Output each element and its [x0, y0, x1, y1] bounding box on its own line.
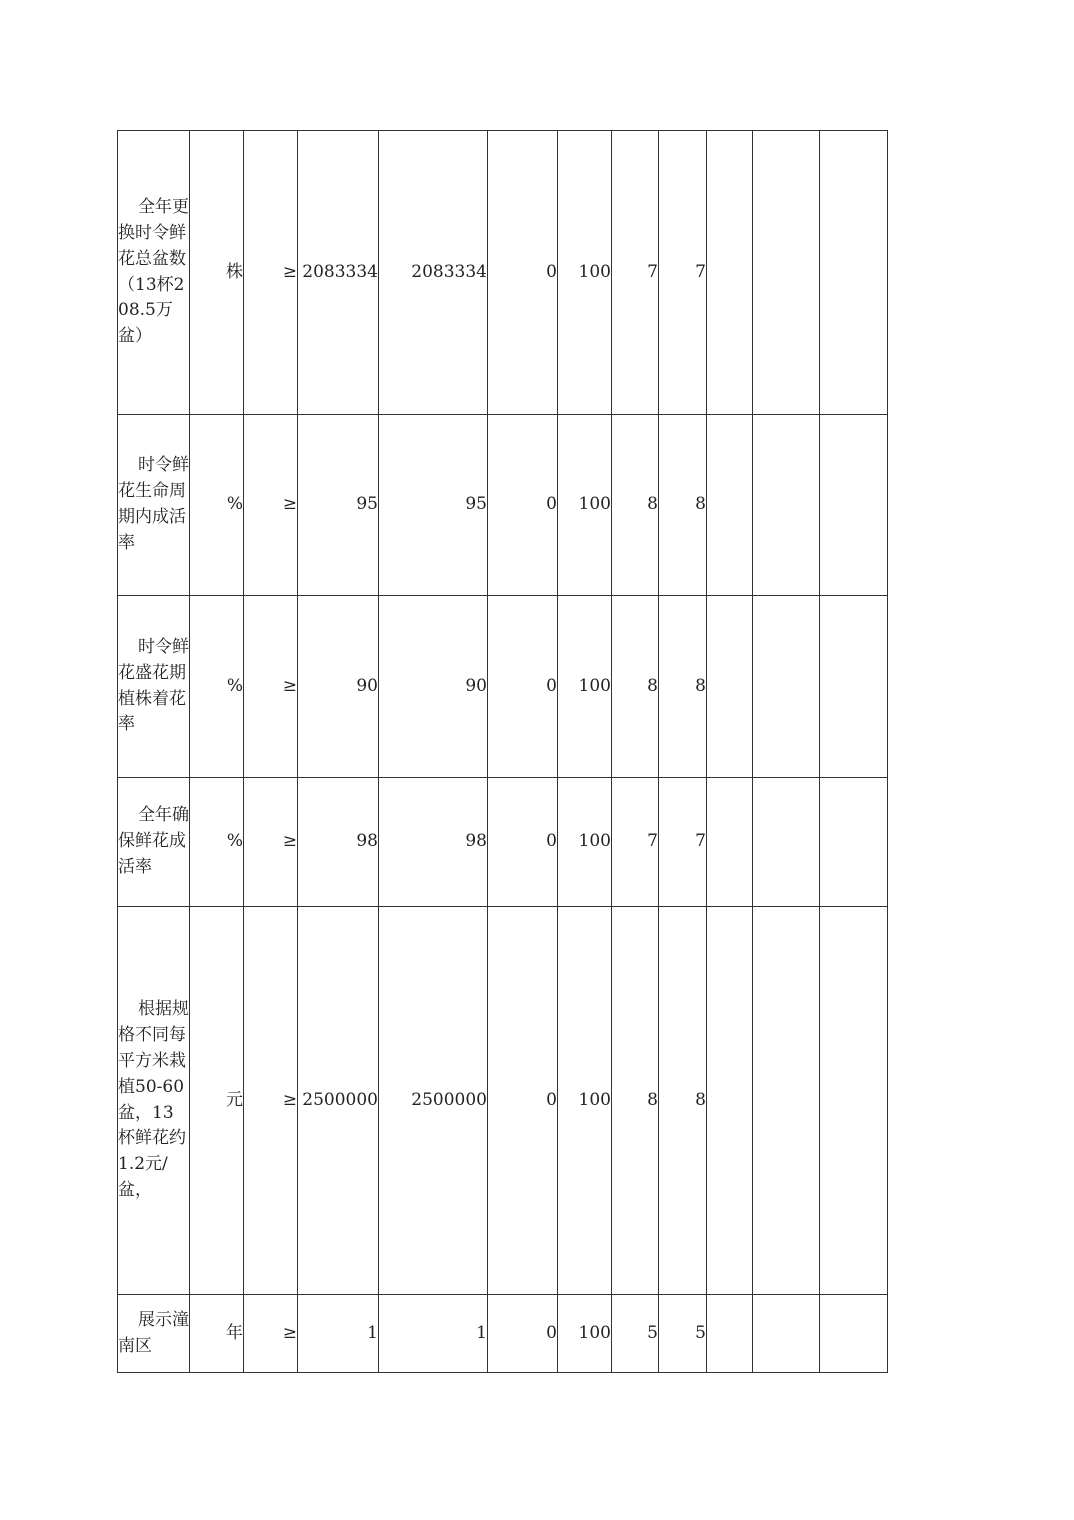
target-value-cell: 98 — [298, 778, 379, 907]
weight-cell: 8 — [612, 415, 659, 596]
weight-cell: 5 — [612, 1295, 659, 1373]
empty-cell — [820, 907, 888, 1295]
empty-cell — [707, 131, 753, 415]
unit-cell: % — [190, 596, 244, 778]
empty-cell — [753, 596, 820, 778]
table-row — [118, 907, 888, 1295]
deviation-cell: 0 — [488, 596, 558, 778]
actual-value-cell: 2083334 — [379, 131, 488, 415]
completion-rate-cell: 100 — [558, 596, 612, 778]
indicator-cell: 全年确保鲜花成活率 — [118, 778, 190, 907]
empty-cell — [820, 131, 888, 415]
indicator-cell: 全年更换时令鲜花总盆数（13杯208.5万盆） — [118, 131, 190, 415]
indicator-cell: 时令鲜花盛花期植株着花率 — [118, 596, 190, 778]
target-value-cell: 95 — [298, 415, 379, 596]
empty-cell — [707, 596, 753, 778]
deviation-cell: 0 — [488, 131, 558, 415]
completion-rate-cell: 100 — [558, 415, 612, 596]
score-cell: 7 — [659, 131, 707, 415]
target-value-cell: 1 — [298, 1295, 379, 1373]
operator-cell: ≥ — [244, 907, 298, 1295]
operator-cell: ≥ — [244, 415, 298, 596]
empty-cell — [820, 778, 888, 907]
empty-cell — [707, 1295, 753, 1373]
table-row — [118, 778, 888, 907]
unit-cell: 株 — [190, 131, 244, 415]
actual-value-cell: 2500000 — [379, 907, 488, 1295]
performance-indicator-table — [117, 130, 888, 1373]
empty-cell — [820, 596, 888, 778]
indicator-cell: 根据规格不同每平方米栽植50-60盆，13杯鲜花约1.2元/盆， — [118, 907, 190, 1295]
score-cell: 8 — [659, 415, 707, 596]
score-cell: 8 — [659, 907, 707, 1295]
indicator-cell: 时令鲜花生命周期内成活率 — [118, 415, 190, 596]
score-cell: 5 — [659, 1295, 707, 1373]
table-body — [118, 131, 888, 1373]
weight-cell: 7 — [612, 131, 659, 415]
indicator-cell: 展示潼南区 — [118, 1295, 190, 1373]
empty-cell — [820, 415, 888, 596]
empty-cell — [753, 778, 820, 907]
completion-rate-cell: 100 — [558, 1295, 612, 1373]
unit-cell: % — [190, 778, 244, 907]
empty-cell — [753, 131, 820, 415]
table-row — [118, 131, 888, 415]
score-cell: 8 — [659, 596, 707, 778]
target-value-cell: 2500000 — [298, 907, 379, 1295]
unit-cell: 元 — [190, 907, 244, 1295]
weight-cell: 8 — [612, 596, 659, 778]
operator-cell: ≥ — [244, 131, 298, 415]
empty-cell — [707, 907, 753, 1295]
empty-cell — [707, 778, 753, 907]
unit-cell: 年 — [190, 1295, 244, 1373]
empty-cell — [820, 1295, 888, 1373]
target-value-cell: 90 — [298, 596, 379, 778]
completion-rate-cell: 100 — [558, 907, 612, 1295]
operator-cell: ≥ — [244, 1295, 298, 1373]
table-row — [118, 1295, 888, 1373]
empty-cell — [753, 415, 820, 596]
completion-rate-cell: 100 — [558, 778, 612, 907]
actual-value-cell: 98 — [379, 778, 488, 907]
empty-cell — [707, 415, 753, 596]
weight-cell: 7 — [612, 778, 659, 907]
target-value-cell: 2083334 — [298, 131, 379, 415]
operator-cell: ≥ — [244, 778, 298, 907]
actual-value-cell: 1 — [379, 1295, 488, 1373]
completion-rate-cell: 100 — [558, 131, 612, 415]
weight-cell: 8 — [612, 907, 659, 1295]
deviation-cell: 0 — [488, 907, 558, 1295]
deviation-cell: 0 — [488, 1295, 558, 1373]
deviation-cell: 0 — [488, 415, 558, 596]
unit-cell: % — [190, 415, 244, 596]
actual-value-cell: 95 — [379, 415, 488, 596]
operator-cell: ≥ — [244, 596, 298, 778]
table-row — [118, 415, 888, 596]
empty-cell — [753, 907, 820, 1295]
deviation-cell: 0 — [488, 778, 558, 907]
empty-cell — [753, 1295, 820, 1373]
score-cell: 7 — [659, 778, 707, 907]
actual-value-cell: 90 — [379, 596, 488, 778]
table-row — [118, 596, 888, 778]
